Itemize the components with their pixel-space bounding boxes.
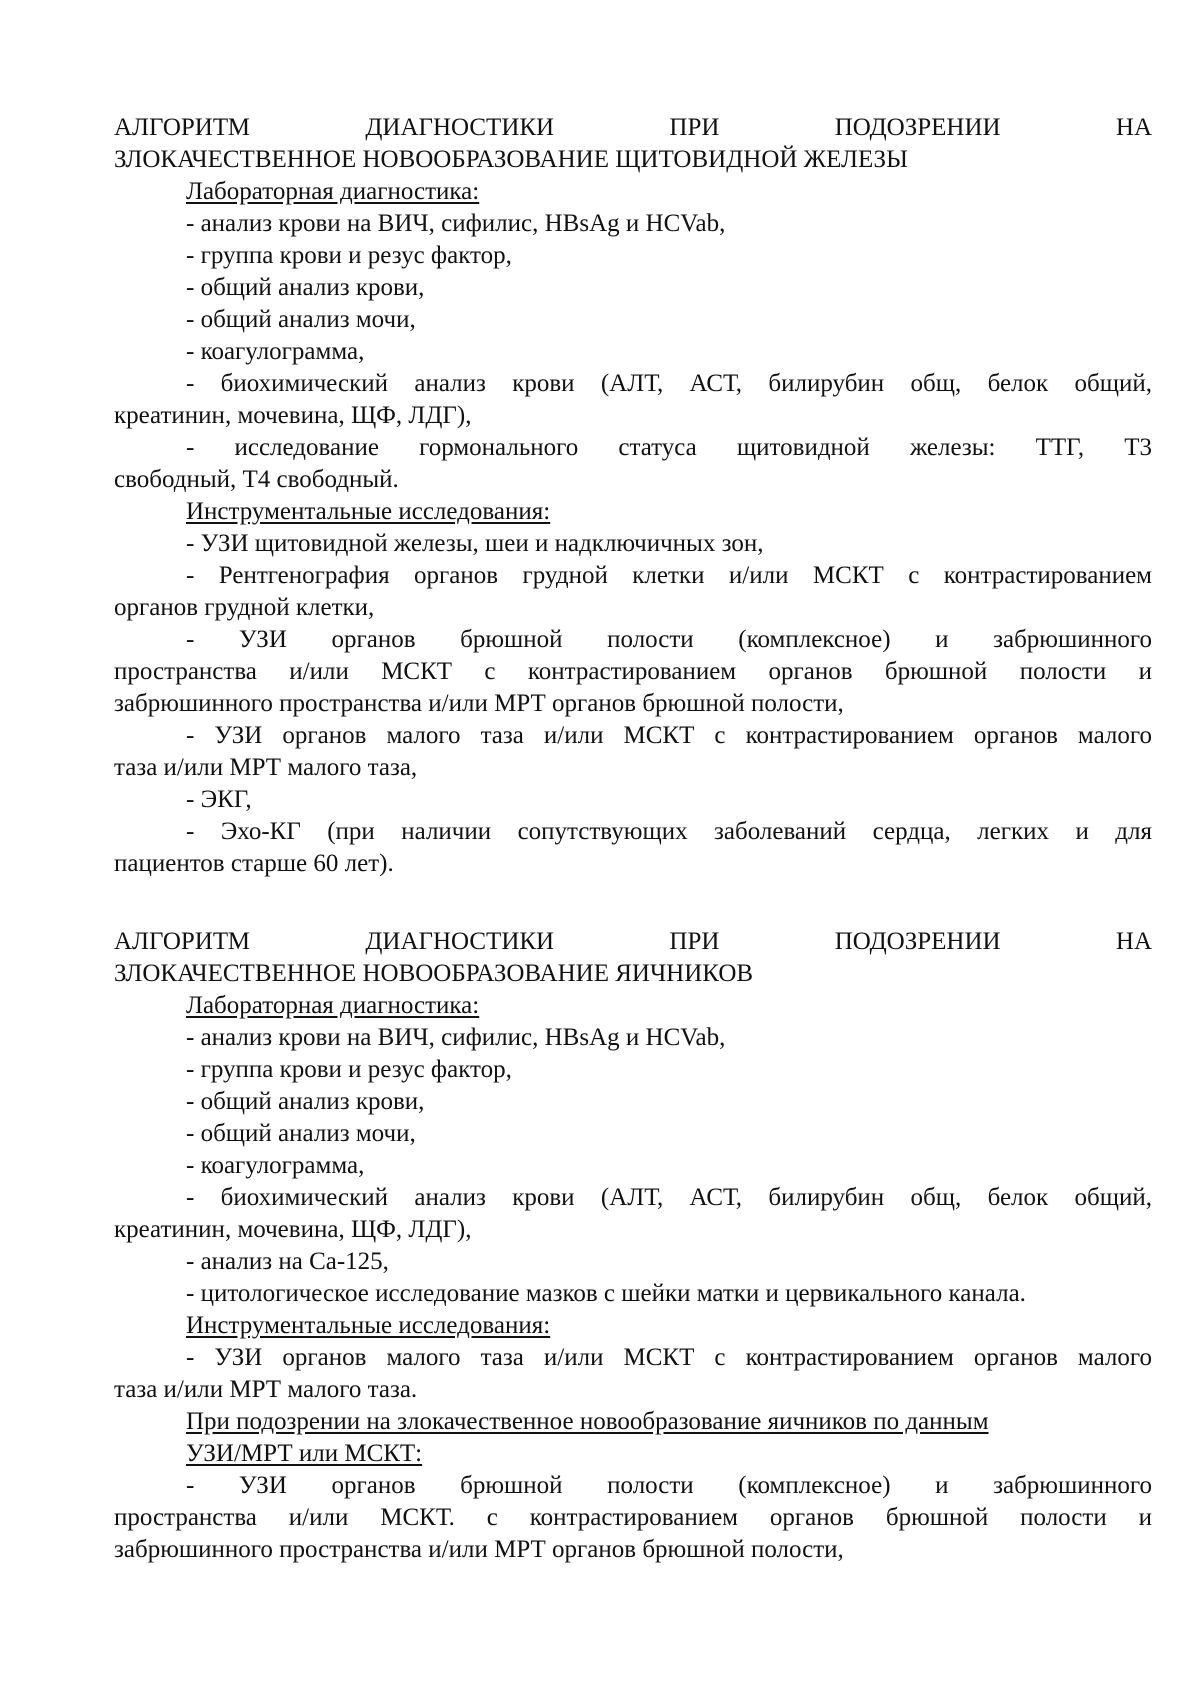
section2-instr-item: - УЗИ органов малого таза и/или МСКТ с контрастированием органов малого <box>186 1344 1152 1371</box>
section2-suspicion-heading-line2: УЗИ/МРТ или МСКТ: <box>186 1440 423 1467</box>
section1-lab-item-cont: свободный, Т4 свободный. <box>114 466 399 493</box>
section2-lab-item: - группа крови и резус фактор, <box>186 1056 512 1083</box>
section1-instr-item-cont: органов грудной клетки, <box>114 594 375 621</box>
section2-lab-item: - биохимический анализ крови (АЛТ, АСТ, билирубин общ, белок общий, <box>186 1184 1152 1211</box>
section1-instr-item: - УЗИ щитовидной железы, шеи и надключичных зон, <box>186 530 764 557</box>
section1-instr-item: - УЗИ органов брюшной полости (комплексное) и забрюшинного <box>186 626 1152 653</box>
section1-instr-item: - ЭКГ, <box>186 786 252 813</box>
section2-instr-heading: Инструментальные исследования: <box>186 1312 551 1339</box>
section1-instr-item: - УЗИ органов малого таза и/или МСКТ с контрастированием органов малого <box>186 722 1152 749</box>
section1-instr-item-cont: таза и/или МРТ малого таза, <box>114 754 418 781</box>
section2-lab-item: - общий анализ крови, <box>186 1088 425 1115</box>
section2-lab-item: - анализ крови на ВИЧ, сифилис, HBsAg и HCVab, <box>186 1024 726 1051</box>
section1-title-line2: ЗЛОКАЧЕСТВЕННОЕ НОВООБРАЗОВАНИЕ ЩИТОВИДНОЙ ЖЕЛЕЗЫ <box>114 146 908 173</box>
section2-instr-item-cont: таза и/или МРТ малого таза. <box>114 1376 418 1403</box>
section1-lab-item: - общий анализ крови, <box>186 274 425 301</box>
section1-lab-item: - коагулограмма, <box>186 338 365 365</box>
section1-title-line1: АЛГОРИТМ ДИАГНОСТИКИ ПРИ ПОДОЗРЕНИИ НА <box>114 114 1152 141</box>
section2-lab-item: - цитологическое исследование мазков с шейки матки и цервикального канала. <box>186 1280 1026 1307</box>
section1-instr-item-cont: забрюшинного пространства и/или МРТ органов брюшной полости, <box>114 690 844 717</box>
section1-instr-item-cont: пространства и/или МСКТ с контрастированием органов брюшной полости и <box>114 658 1152 685</box>
section1-lab-item: - анализ крови на ВИЧ, сифилис, HBsAg и HCVab, <box>186 210 726 237</box>
section1-instr-item: - Рентгенография органов грудной клетки и/или МСКТ с контрастированием <box>186 562 1152 589</box>
section2-lab-item: - общий анализ мочи, <box>186 1120 416 1147</box>
section1-lab-item: - группа крови и резус фактор, <box>186 242 512 269</box>
section1-instr-heading: Инструментальные исследования: <box>186 498 551 525</box>
section2-suspicion-heading-line1: При подозрении на злокачественное новообразование яичников по данным <box>186 1408 989 1435</box>
section1-lab-heading: Лабораторная диагностика: <box>186 178 480 205</box>
section2-lab-item: - анализ на Са-125, <box>186 1248 389 1275</box>
section2-lab-item: - коагулограмма, <box>186 1152 365 1179</box>
section1-lab-item: - исследование гормонального статуса щитовидной железы: ТТГ, Т3 <box>186 434 1152 461</box>
section1-lab-item: - общий анализ мочи, <box>186 306 416 333</box>
section2-lab-item-cont: креатинин, мочевина, ЩФ, ЛДГ), <box>114 1216 472 1243</box>
section2-suspicion-item-cont: пространства и/или МСКТ. с контрастированием органов брюшной полости и <box>114 1504 1152 1531</box>
section1-lab-item-cont: креатинин, мочевина, ЩФ, ЛДГ), <box>114 402 472 429</box>
section1-instr-item: - Эхо-КГ (при наличии сопутствующих заболеваний сердца, легких и для <box>186 818 1152 845</box>
section2-suspicion-item-cont: забрюшинного пространства и/или МРТ органов брюшной полости, <box>114 1536 844 1563</box>
section1-lab-item: - биохимический анализ крови (АЛТ, АСТ, билирубин общ, белок общий, <box>186 370 1152 397</box>
section2-title-line1: АЛГОРИТМ ДИАГНОСТИКИ ПРИ ПОДОЗРЕНИИ НА <box>114 928 1152 955</box>
section2-suspicion-item: - УЗИ органов брюшной полости (комплексное) и забрюшинного <box>186 1472 1152 1499</box>
section2-lab-heading: Лабораторная диагностика: <box>186 992 480 1019</box>
section2-title-line2: ЗЛОКАЧЕСТВЕННОЕ НОВООБРАЗОВАНИЕ ЯИЧНИКОВ <box>114 960 754 987</box>
section1-instr-item-cont: пациентов старше 60 лет). <box>114 850 394 877</box>
